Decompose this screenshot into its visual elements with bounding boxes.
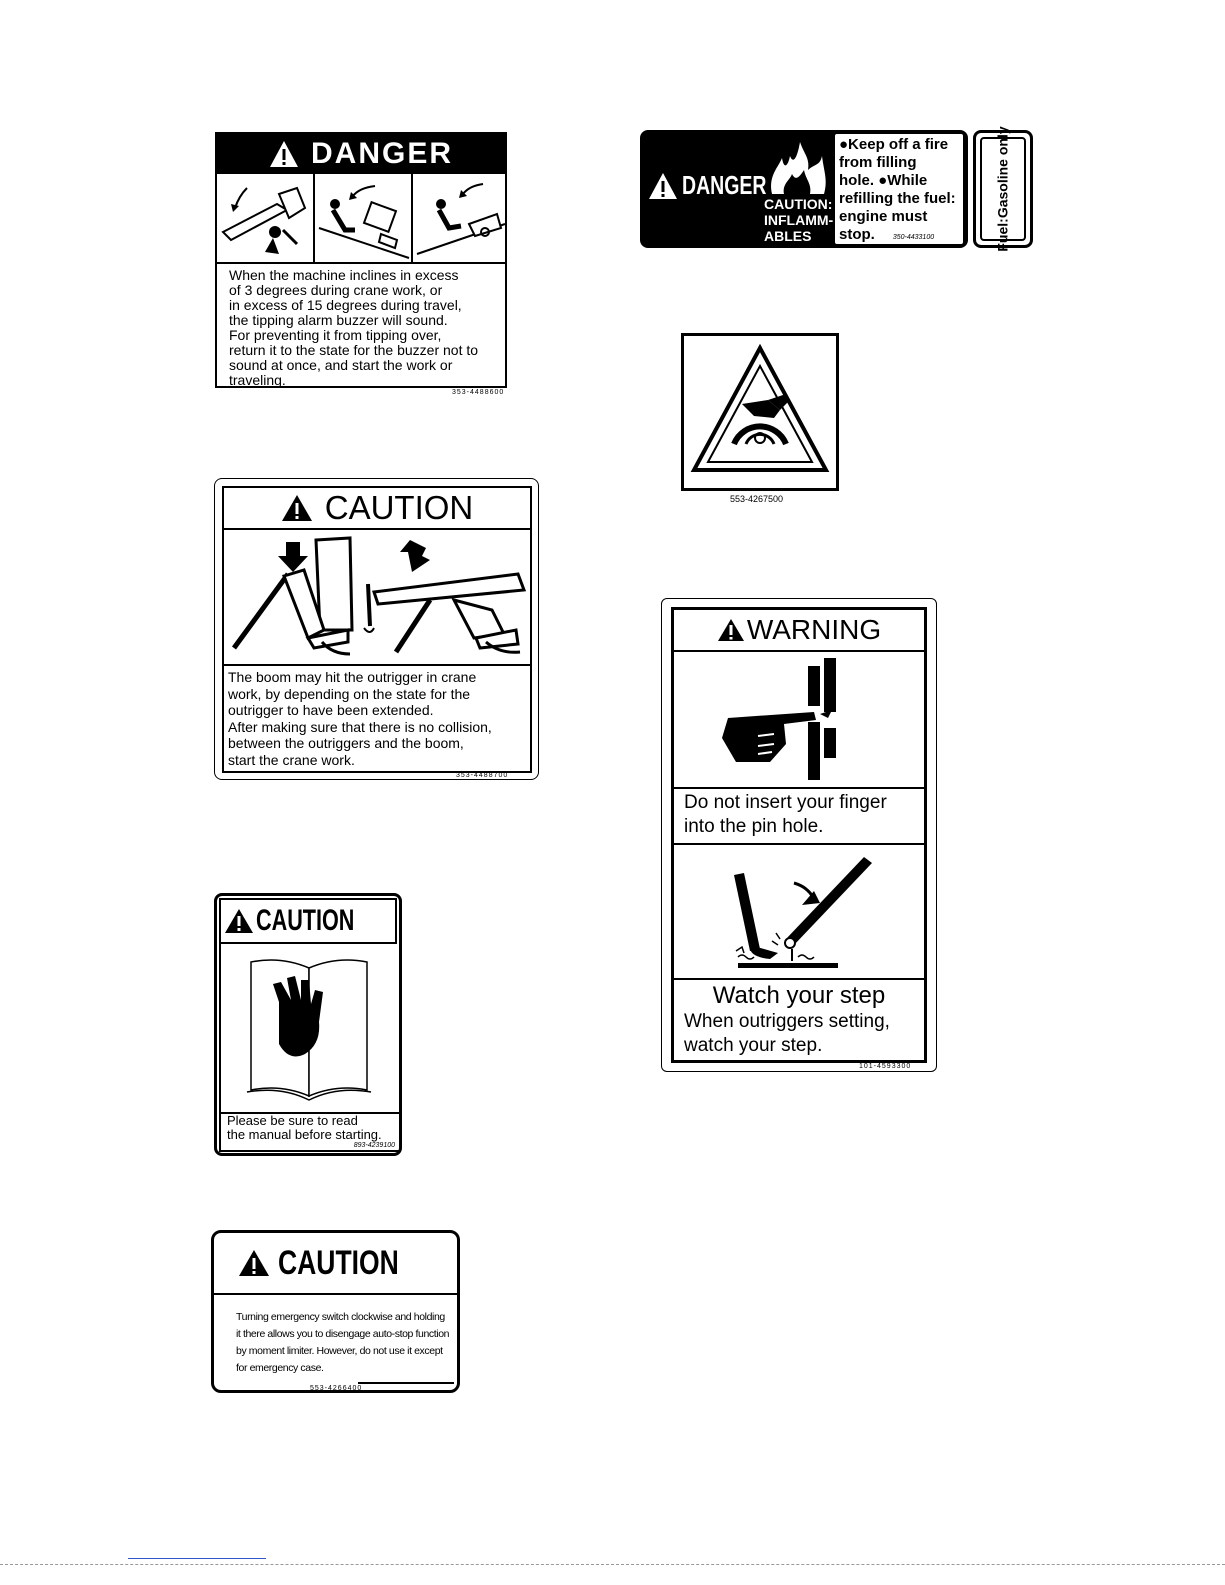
warning-triangle-icon xyxy=(648,172,678,200)
warning-header xyxy=(674,610,924,652)
text-line: Turning emergency switch clockwise and holding xyxy=(236,1311,445,1323)
finger-pin-pictogram xyxy=(674,652,924,789)
tipping-pictograms xyxy=(217,174,505,264)
text-line: of 3 degrees during crane work, or xyxy=(229,282,443,298)
read-manual-pictogram xyxy=(219,944,401,1112)
pictogram-travel-tipping xyxy=(413,174,509,262)
boom-outrigger-pictograms xyxy=(224,530,530,666)
text-line: CAUTION: xyxy=(764,196,833,212)
caution-title: CAUTION xyxy=(324,489,474,526)
text-line: it there allows you to disengage auto-stop function xyxy=(236,1328,450,1340)
step-warning-text xyxy=(674,980,924,1058)
warning-triangle-icon xyxy=(269,140,299,168)
entanglement-symbol-label xyxy=(681,333,839,491)
text-line: outrigger to have been extended. xyxy=(228,702,434,718)
part-number: 553-4266400 xyxy=(310,1385,363,1392)
text-line: traveling. xyxy=(229,372,286,388)
text-line: sound at once, and start the work or xyxy=(229,357,453,373)
text-line: for emergency case. xyxy=(236,1362,324,1374)
watch-step-heading: Watch your step xyxy=(712,982,886,1009)
danger-header xyxy=(217,134,505,174)
text-line: engine must xyxy=(839,208,928,225)
text-line: between the outriggers and the boom, xyxy=(228,735,464,751)
pictogram-crane-tipping xyxy=(217,174,315,262)
warning-triangle-icon xyxy=(224,908,254,934)
caution-title: CAUTION xyxy=(255,904,355,937)
text-line: For preventing it from tipping over, xyxy=(229,327,442,343)
text-line: refilling the fuel: xyxy=(839,190,956,207)
danger-tipping-label xyxy=(215,132,507,388)
fuel-gasoline-tag xyxy=(973,126,1033,252)
caution-title: CAUTION xyxy=(278,1243,399,1282)
caution-boom-text xyxy=(224,666,530,768)
text-line: Do not insert your finger xyxy=(684,792,887,813)
text-line: stop. xyxy=(839,226,875,243)
caution-header xyxy=(224,488,530,530)
divider xyxy=(358,1382,454,1384)
caution-boom-label xyxy=(214,478,539,780)
text-line: into the pin hole. xyxy=(684,816,824,837)
text-line: When the machine inclines in excess xyxy=(229,267,459,283)
text-line: return it to the state for the buzzer not to xyxy=(229,342,479,358)
text-line: in excess of 15 degrees during travel, xyxy=(229,297,462,313)
caution-manual-text xyxy=(219,1112,401,1152)
text-line: work, by depending on the state for the xyxy=(228,685,471,702)
pictogram-slope-tipping xyxy=(315,174,413,262)
text-line: The boom may hit the outrigger in crane xyxy=(228,669,477,685)
text-line: ●Keep off a fire xyxy=(839,136,949,153)
warning-triangle-icon xyxy=(717,618,745,642)
caution-header xyxy=(219,898,397,944)
caution-emergency-text xyxy=(236,1309,449,1377)
text-line: the manual before starting. xyxy=(227,1127,382,1142)
rotating-hazard-icon xyxy=(684,336,836,488)
text-line: by moment limiter. However, do not use it except xyxy=(236,1345,443,1357)
text-line: ABLES xyxy=(764,228,812,244)
part-number: 101-4593300 xyxy=(859,1063,912,1070)
caution-emergency-label xyxy=(211,1230,460,1393)
part-number: 353-4488600 xyxy=(452,389,505,396)
part-number: 893-4239100 xyxy=(353,1142,395,1149)
page-break-divider xyxy=(0,1564,1225,1565)
caution-header xyxy=(214,1233,457,1295)
fuel-instructions xyxy=(835,134,963,244)
text-line: hole. ●While xyxy=(839,172,928,189)
caution-manual-label xyxy=(214,893,402,1156)
caution-inflammables xyxy=(764,196,833,244)
footer-link-underline xyxy=(128,1558,266,1559)
finger-warning-text xyxy=(674,789,924,845)
part-number: 553-4267500 xyxy=(730,494,784,504)
text-line: Please be sure to read xyxy=(227,1113,358,1128)
warning-pin-label xyxy=(661,598,937,1072)
gasoline-only-text: Fuel:Gasoline only xyxy=(995,126,1011,252)
warning-triangle-icon xyxy=(238,1249,270,1277)
danger-title: DANGER xyxy=(682,170,767,200)
danger-tipping-text xyxy=(217,264,505,388)
warning-title: WARNING xyxy=(746,614,882,645)
text-line: start the crane work. xyxy=(228,751,355,768)
text-line: the tipping alarm buzzer will sound. xyxy=(229,312,448,328)
text-line: INFLAMM- xyxy=(764,212,834,228)
text-line: from filling xyxy=(839,154,917,171)
flame-icon xyxy=(764,136,832,196)
warning-triangle-icon xyxy=(281,494,313,522)
part-number: 350-4433100 xyxy=(892,234,935,241)
danger-title: DANGER xyxy=(310,137,453,170)
text-line: watch your step. xyxy=(684,1035,823,1056)
danger-fuel-label xyxy=(640,130,968,248)
part-number: 353-4488700 xyxy=(456,772,509,779)
text-line: After making sure that there is no collision, xyxy=(228,718,492,735)
foot-outrigger-pictogram xyxy=(674,845,924,980)
text-line: When outriggers setting, xyxy=(684,1011,890,1032)
